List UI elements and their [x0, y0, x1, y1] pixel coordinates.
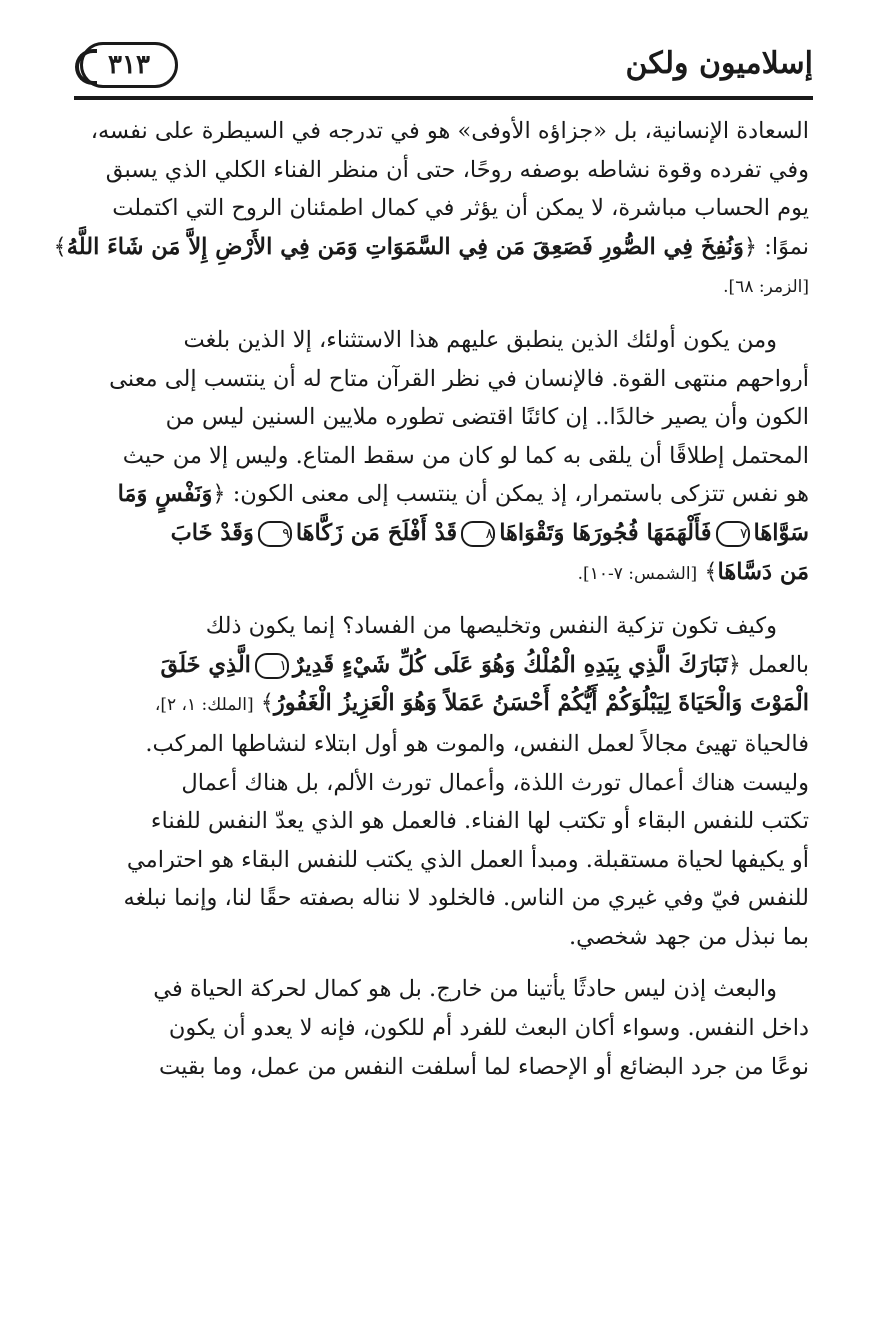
text-line — [78, 1009, 809, 1048]
text-run: السعادة الإنسانية، بل «جزاؤه الأوفى» هو في تدرجه في السيطرة على نفسه، — [90, 118, 809, 144]
verse-citation: [الشمس: ٧-١٠]. — [577, 563, 698, 584]
text-line — [78, 918, 809, 957]
text-line — [78, 437, 809, 476]
text-run: هو نفس تتزكى باستمرار، إذ يمكن أن ينتسب إلى معنى الكون: — [225, 481, 809, 508]
paragraph — [78, 607, 809, 956]
text-line — [53, 228, 809, 267]
text-line — [78, 684, 809, 725]
text-line — [78, 802, 809, 841]
text-run: والبعث إذن ليس حادثًا يأتينا من خارج. بل هو كمال لحركة الحياة في — [153, 976, 777, 1003]
text-run: بما نبذل من جهد شخصي. — [568, 923, 809, 950]
text-line — [78, 970, 809, 1009]
page-number-frame — [80, 42, 178, 88]
text-line — [78, 725, 809, 764]
text-run: أرواحهم منتهى القوة. فالإنسان في نظر القرآن متاح له أن ينتسب إلى معنى — [109, 365, 809, 392]
body-text — [53, 112, 809, 1086]
text-line — [78, 841, 809, 880]
text-line — [78, 266, 809, 307]
quran-verse: وَنُفِخَ فِي الصُّورِ فَصَعِقَ مَن فِي السَّمَوَاتِ وَمَن فِي الأَرْضِ إِلاَّ مَن شَاءَ اللَّهُ — [66, 233, 744, 260]
text-run: ومن يكون أولئك الذين ينطبق عليهم هذا الاستثناء، إلا الذين بلغت — [183, 326, 777, 353]
paragraph-gap — [78, 307, 809, 321]
text-line — [78, 475, 809, 514]
text-run: داخل النفس. وسواء أكان البعث للفرد أم للكون، فإنه لا يعدو أن يكون — [168, 1015, 809, 1042]
ayah-number: ٩ — [258, 521, 292, 547]
ayah-number: ١ — [255, 653, 289, 679]
text-line — [78, 553, 809, 594]
paragraph-gap — [78, 593, 809, 607]
text-run: أو يكيفها لحياة مستقبلة. ومبدأ العمل الذي يكتب للنفس البقاء هو احترامي — [126, 846, 809, 873]
text-run: نوعًا من جرد البضائع أو الإحصاء لما أسلفت النفس من عمل، وما بقيت — [159, 1053, 809, 1080]
text-line — [78, 321, 809, 360]
page-number: ٣١٣ — [108, 50, 150, 80]
text-run: للنفس فيّ وفي غيري من الناس. فالخلود لا نناله بصفته حقًا لنا، وإنما نبلغه — [123, 885, 809, 912]
ayah-number: ٧ — [716, 521, 750, 547]
running-book-title: إسلاميون ولكن — [625, 46, 813, 81]
text-line — [78, 879, 809, 918]
paragraph — [78, 970, 809, 1086]
quran-verse: تَبَارَكَ الَّذِي بِيَدِهِ الْمُلْكُ وَهُوَ عَلَى كُلِّ شَيْءٍ قَدِيرٌ — [292, 651, 728, 678]
text-run: نموًا: — [757, 233, 809, 260]
verse-bracket: ﴿ — [212, 481, 226, 508]
text-run: الكون وأن يصير خالدًا.. إن كائنًا اقتضى تطوره ملايين السنين ليس من — [165, 404, 809, 431]
text-run: بالعمل — [740, 651, 809, 678]
text-run: وفي تفرده وقوة نشاطه بوصفه روحًا، حتى أن منظر الفناء الكلي الذي يسبق — [105, 156, 809, 183]
quran-verse: وَقَدْ خَابَ — [170, 519, 254, 546]
verse-citation: [الزمر: ٦٨]. — [723, 277, 809, 298]
quran-verse: سَوَّاهَا — [753, 519, 809, 546]
verse-bracket: ﴿ — [727, 651, 741, 678]
quran-verse: مَن دَسَّاهَا — [717, 558, 809, 585]
paragraph-gap — [78, 956, 809, 970]
text-line — [78, 398, 809, 437]
text-line — [78, 360, 809, 399]
quran-verse: قَدْ أَفْلَحَ مَن زَكَّاهَا — [295, 519, 458, 546]
text-line — [78, 607, 809, 646]
text-run: تكتب للنفس البقاء أو تكتب لها الفناء. فالعمل هو الذي يعدّ النفس للفناء — [150, 808, 809, 835]
page-header — [74, 36, 813, 100]
text-line — [78, 764, 809, 803]
verse-bracket: ﴾ — [53, 233, 67, 260]
text-run: يوم الحساب مباشرة، لا يمكن أن يؤثر في كمال اطمئنان الروح التي اكتملت — [112, 195, 809, 222]
quran-verse: فَأَلْهَمَهَا فُجُورَهَا وَتَقْوَاهَا — [499, 519, 712, 546]
text-line — [78, 514, 809, 553]
text-line — [78, 112, 809, 151]
ayah-number: ٨ — [461, 521, 495, 547]
quran-verse: الَّذِي خَلَقَ — [160, 651, 251, 678]
text-line — [78, 151, 809, 190]
text-run: وليست هناك أعمال تورث اللذة، وأعمال تورث الألم، بل هناك أعمال — [181, 769, 809, 796]
verse-bracket: ﴾ — [253, 690, 274, 717]
quran-verse: وَنَفْسٍ وَمَا — [117, 481, 213, 508]
verse-bracket: ﴾ — [697, 558, 718, 585]
verse-bracket: ﴿ — [743, 233, 758, 260]
text-line — [78, 1048, 809, 1087]
paragraph — [78, 321, 809, 593]
text-run: وكيف تكون تزكية النفس وتخليصها من الفساد؟ إنما يكون ذلك — [205, 613, 777, 640]
text-run: المحتمل إطلاقًا أن يلقى به كما لو كان من سقط المتاع. وليس إلا من حيث — [122, 442, 809, 469]
verse-citation: [الملك: ١، ٢]، — [154, 695, 254, 716]
quran-verse: الْمَوْتَ وَالْحَيَاةَ لِيَبْلُوَكُمْ أَيُّكُمْ أَحْسَنُ عَمَلاً وَهُوَ الْعَزِيزُ الْغَفُورُ — [273, 690, 809, 717]
text-line — [78, 189, 809, 228]
paragraph — [53, 112, 809, 307]
text-run: فالحياة تهيئ مجالاً لعمل النفس، والموت هو أول ابتلاء لنشاطها المركب. — [145, 730, 809, 757]
text-line — [78, 646, 809, 685]
header-divider — [74, 96, 813, 100]
